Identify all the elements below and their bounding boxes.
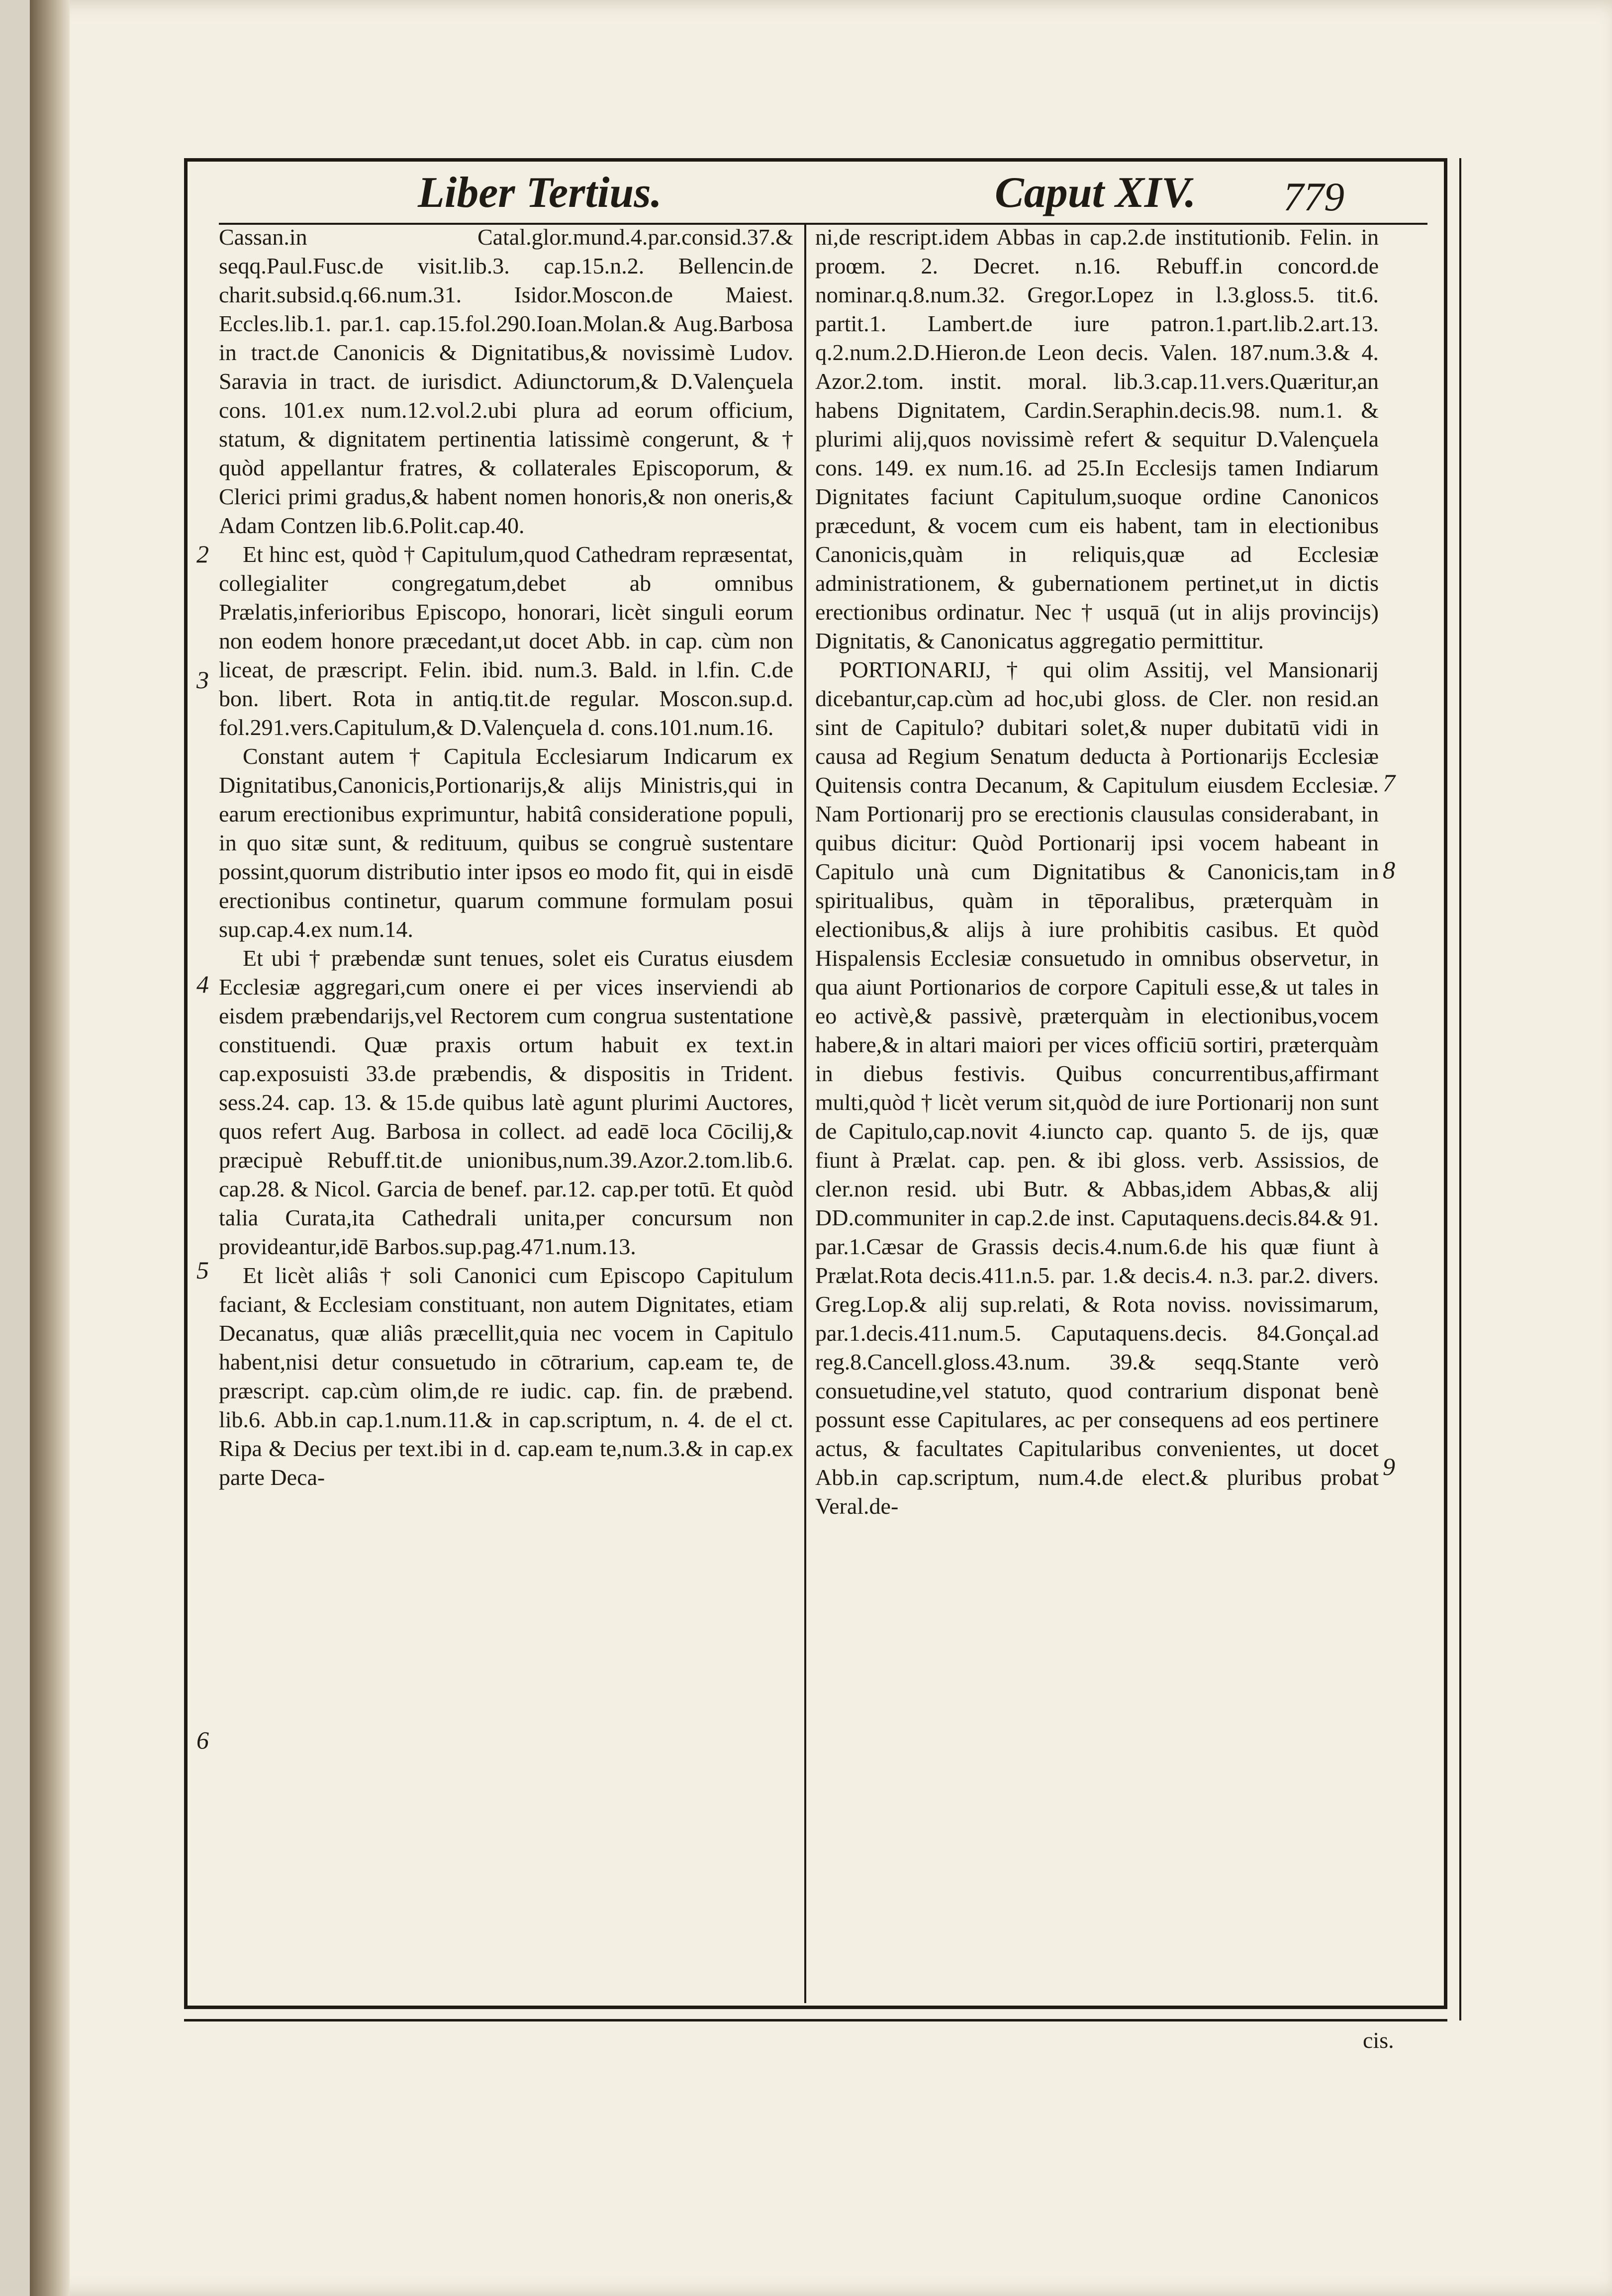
left-column [219,223,793,2003]
margin-number: 4 [196,970,209,998]
book-binding-shadow [30,0,70,2296]
chapter-title: Caput XIV. [995,169,1196,217]
paragraph: Et hinc est, quòd † Capitulum,quod Cathedram repræsentat, collegialiter congregatum,debet ab omnibus Prælatis,inferioribus Episcopo, honorari, licèt singuli eorum non eodem honore præcedant,ut docet Abb. in cap. cùm non liceat, de præscript. Felin. ibid. num.3. Bald. in l.fin. C.de bon. libert. Rota in antiq.tit.de regular. Moscon.sup.d. fol.291.vers.Capitulum,& D.Valençuela d. cons.101.num.16. [219,542,793,740]
catchword: cis. [1363,2027,1394,2053]
running-title: Liber Tertius. [418,169,662,217]
paragraph: PORTIONARIJ, † qui olim Assitij, vel Mansionarij dicebantur,cap.cùm ad hoc,ubi gloss. de Cler. non resid.an sint de Capitulo? dubitari solet,& nuper dubitatū vidi in causa ad Regium Senatum deducta à Portionarijs Ecclesiæ Quitensis contra Decanum, & Capitulum eiusdem Ecclesiæ. Nam Portionarij pro se erectionis clausulas considerabant, in quibus dicitur: Quòd Portionarij ipsi vocem habeant in Capitulo unà cum Dignitatibus & Canonicis,tam in spiritualibus, quàm in tēporalibus, præterquàm in electionibus,& alijs à iure prohibitis casibus. Et quòd Hispalensis Ecclesiæ consuetudo in omnibus observetur, in qua aiunt Portionarios de corpore Capituli esse,& ut tales in eo activè,& passivè, præterquàm in electionibus,vocem habere,& in altari maiori per vices officiū sortiri, præterquàm in diebus festivis. Quibus concurrentibus,affirmant multi,quòd † licèt verum sit,quòd de iure Portionarij non sunt de Capitulo,cap.novit 4.iuncto cap. quanto 5. de ijs, quæ fiunt à Prælat. cap. pen. & ibi gloss. verb. Assissios, de cler.non resid. ubi Butr. & Abbas,idem Abbas,& alij DD.communiter in cap.2.de inst. Caputaquens.decis.84.& 91. par.1.Cæsar de Grassis decis.4.num.6.de his quæ fiunt à Prælat.Rota decis.411.n.5. par. 1.& decis.4. n.3. par.2. divers. Greg.Lop.& alij sup.relati, & Rota noviss. novissimarum, par.1.decis.411.num.5. Caputaquens.decis. 84.Gonçal.ad reg.8.Cancell.gloss.43.num. 39.& seqq.Stante verò consuetudine,vel statuto, quod contrarium disponat benè possunt esse Capitulares, ac per consequens ad eos pertinere actus, & facultates Capitularibus convenientes, ut docet Abb.in cap.scriptum, num.4.de elect.& pluribus probat Veral.de- [815,657,1379,1519]
margin-number: 3 [196,666,209,694]
paragraph: ni,de rescript.idem Abbas in cap.2.de institutionib. Felin. in proœm. 2. Decret. n.16. Rebuff.in concord.de nominar.q.8.num.32. Gregor.Lopez in l.3.gloss.5. tit.6. partit.1. Lambert.de iure patron.1.part.lib.2.art.13. q.2.num.2.D.Hieron.de Leon decis. Valen. 187.num.3.& 4. Azor.2.tom. instit. moral. lib.3.cap.11.vers.Quæritur,an habens Dignitatem, Cardin.Seraphin.decis.98. num.1. & plurimi alij,quos novissimè refert & sequitur D.Valençuela cons. 149. ex num.16. ad 25.In Ecclesijs tamen Indiarum Dignitates faciunt Capitulum,suoque ordine Canonicos præcedunt, & vocem cum eis habent, tam in electionibus Canonicis,quàm in reliquis,quæ ad Ecclesiæ administrationem, & gubernationem pertinet,ut in dictis erectionibus ordinatur. Nec † usquā (ut in alijs provincijs) Dignitatis, & Canonicatus aggregatio permittitur. [815,224,1379,653]
margin-number: 7 [1383,769,1395,797]
margin-number: 8 [1383,856,1395,884]
frame-outer-rule-bottom [184,2019,1447,2021]
frame-outer-rule-right [1459,158,1461,2020]
paragraph: Et licèt aliâs † soli Canonici cum Episcopo Capitulum faciant, & Ecclesiam constituant, non autem Dignitates, etiam Decanatus, quæ aliâs præcellit,quia nec vocem in Capitulo habent,nisi detur consuetudo in cōtrarium, cap.eam te, de præscript. cap.cùm olim,de re iudic. cap. fin. de præbend. lib.6. Abb.in cap.1.num.11.& in cap.scriptum, n. 4. de el ct. Ripa & Decius per text.ibi in d. cap.eam te,num.3.& in cap.ex parte Deca- [219,1263,793,1490]
margin-number: 5 [196,1256,209,1284]
margin-number: 9 [1383,1453,1395,1480]
right-column [804,223,1379,2003]
margin-number: 6 [196,1726,209,1754]
margin-number: 2 [196,540,209,568]
page-header [219,158,1427,225]
paragraph: Et ubi † præbendæ sunt tenues, solet eis Curatus eiusdem Ecclesiæ aggregari,cum onere ei per vices inserviendi ab eisdem præbendarijs,vel Rectorem cum congrua sustentatione constituendi. Quæ praxis ortum habuit ex text.in cap.exposuisti 33.de præbendis, & dispositis in Trident. sess.24. cap. 13. & 15.de quibus latè agunt plurimi Auctores, quos refert Aug. Barbosa in collect. ad eadē loca Cōcilij,& præcipuè Rebuff.tit.de unionibus,num.39.Azor.2.tom.lib.6. cap.28. & Nicol. Garcia de benef. par.12. cap.per totū. Et quòd talia Curata,ita Cathedrali unita,per concursum non provideantur,idē Barbos.sup.pag.471.num.13. [219,945,793,1259]
page-number: 779 [1283,174,1344,219]
paragraph: Cassan.in Catal.glor.mund.4.par.consid.37.& seqq.Paul.Fusc.de visit.lib.3. cap.15.n.2. Bellencin.de charit.subsid.q.66.num.31. Isidor.Moscon.de Maiest. Eccles.lib.1. par.1. cap.15.fol.290.Ioan.Molan.& Aug.Barbosa in tract.de Canonicis & Dignitatibus,& novissimè Ludov. Saravia in tract. de iurisdict. Adiunctorum,& D.Valençuela cons. 101.ex num.12.vol.2.ubi plura ad eorum officium, statum, & dignitatem pertinentia latissimè congerunt, & † quòd appellantur fratres, & collaterales Episcoporum, & Clerici primi gradus,& habent nomen honoris,& non oneris,& Adam Contzen lib.6.Polit.cap.40. [219,224,793,538]
paragraph: Constant autem † Capitula Ecclesiarum Indicarum ex Dignitatibus,Canonicis,Portionarijs,& alijs Ministris,qui in earum erectionibus exprimuntur, habitâ consideratione populi, in quo sitæ sunt, & redituum, quibus se congruè sustentare possint,quorum distributio inter ipsos eo modo fit, qui in eisdē erectionibus continetur, quarum commune formulam posui sup.cap.4.ex num.14. [219,743,793,942]
